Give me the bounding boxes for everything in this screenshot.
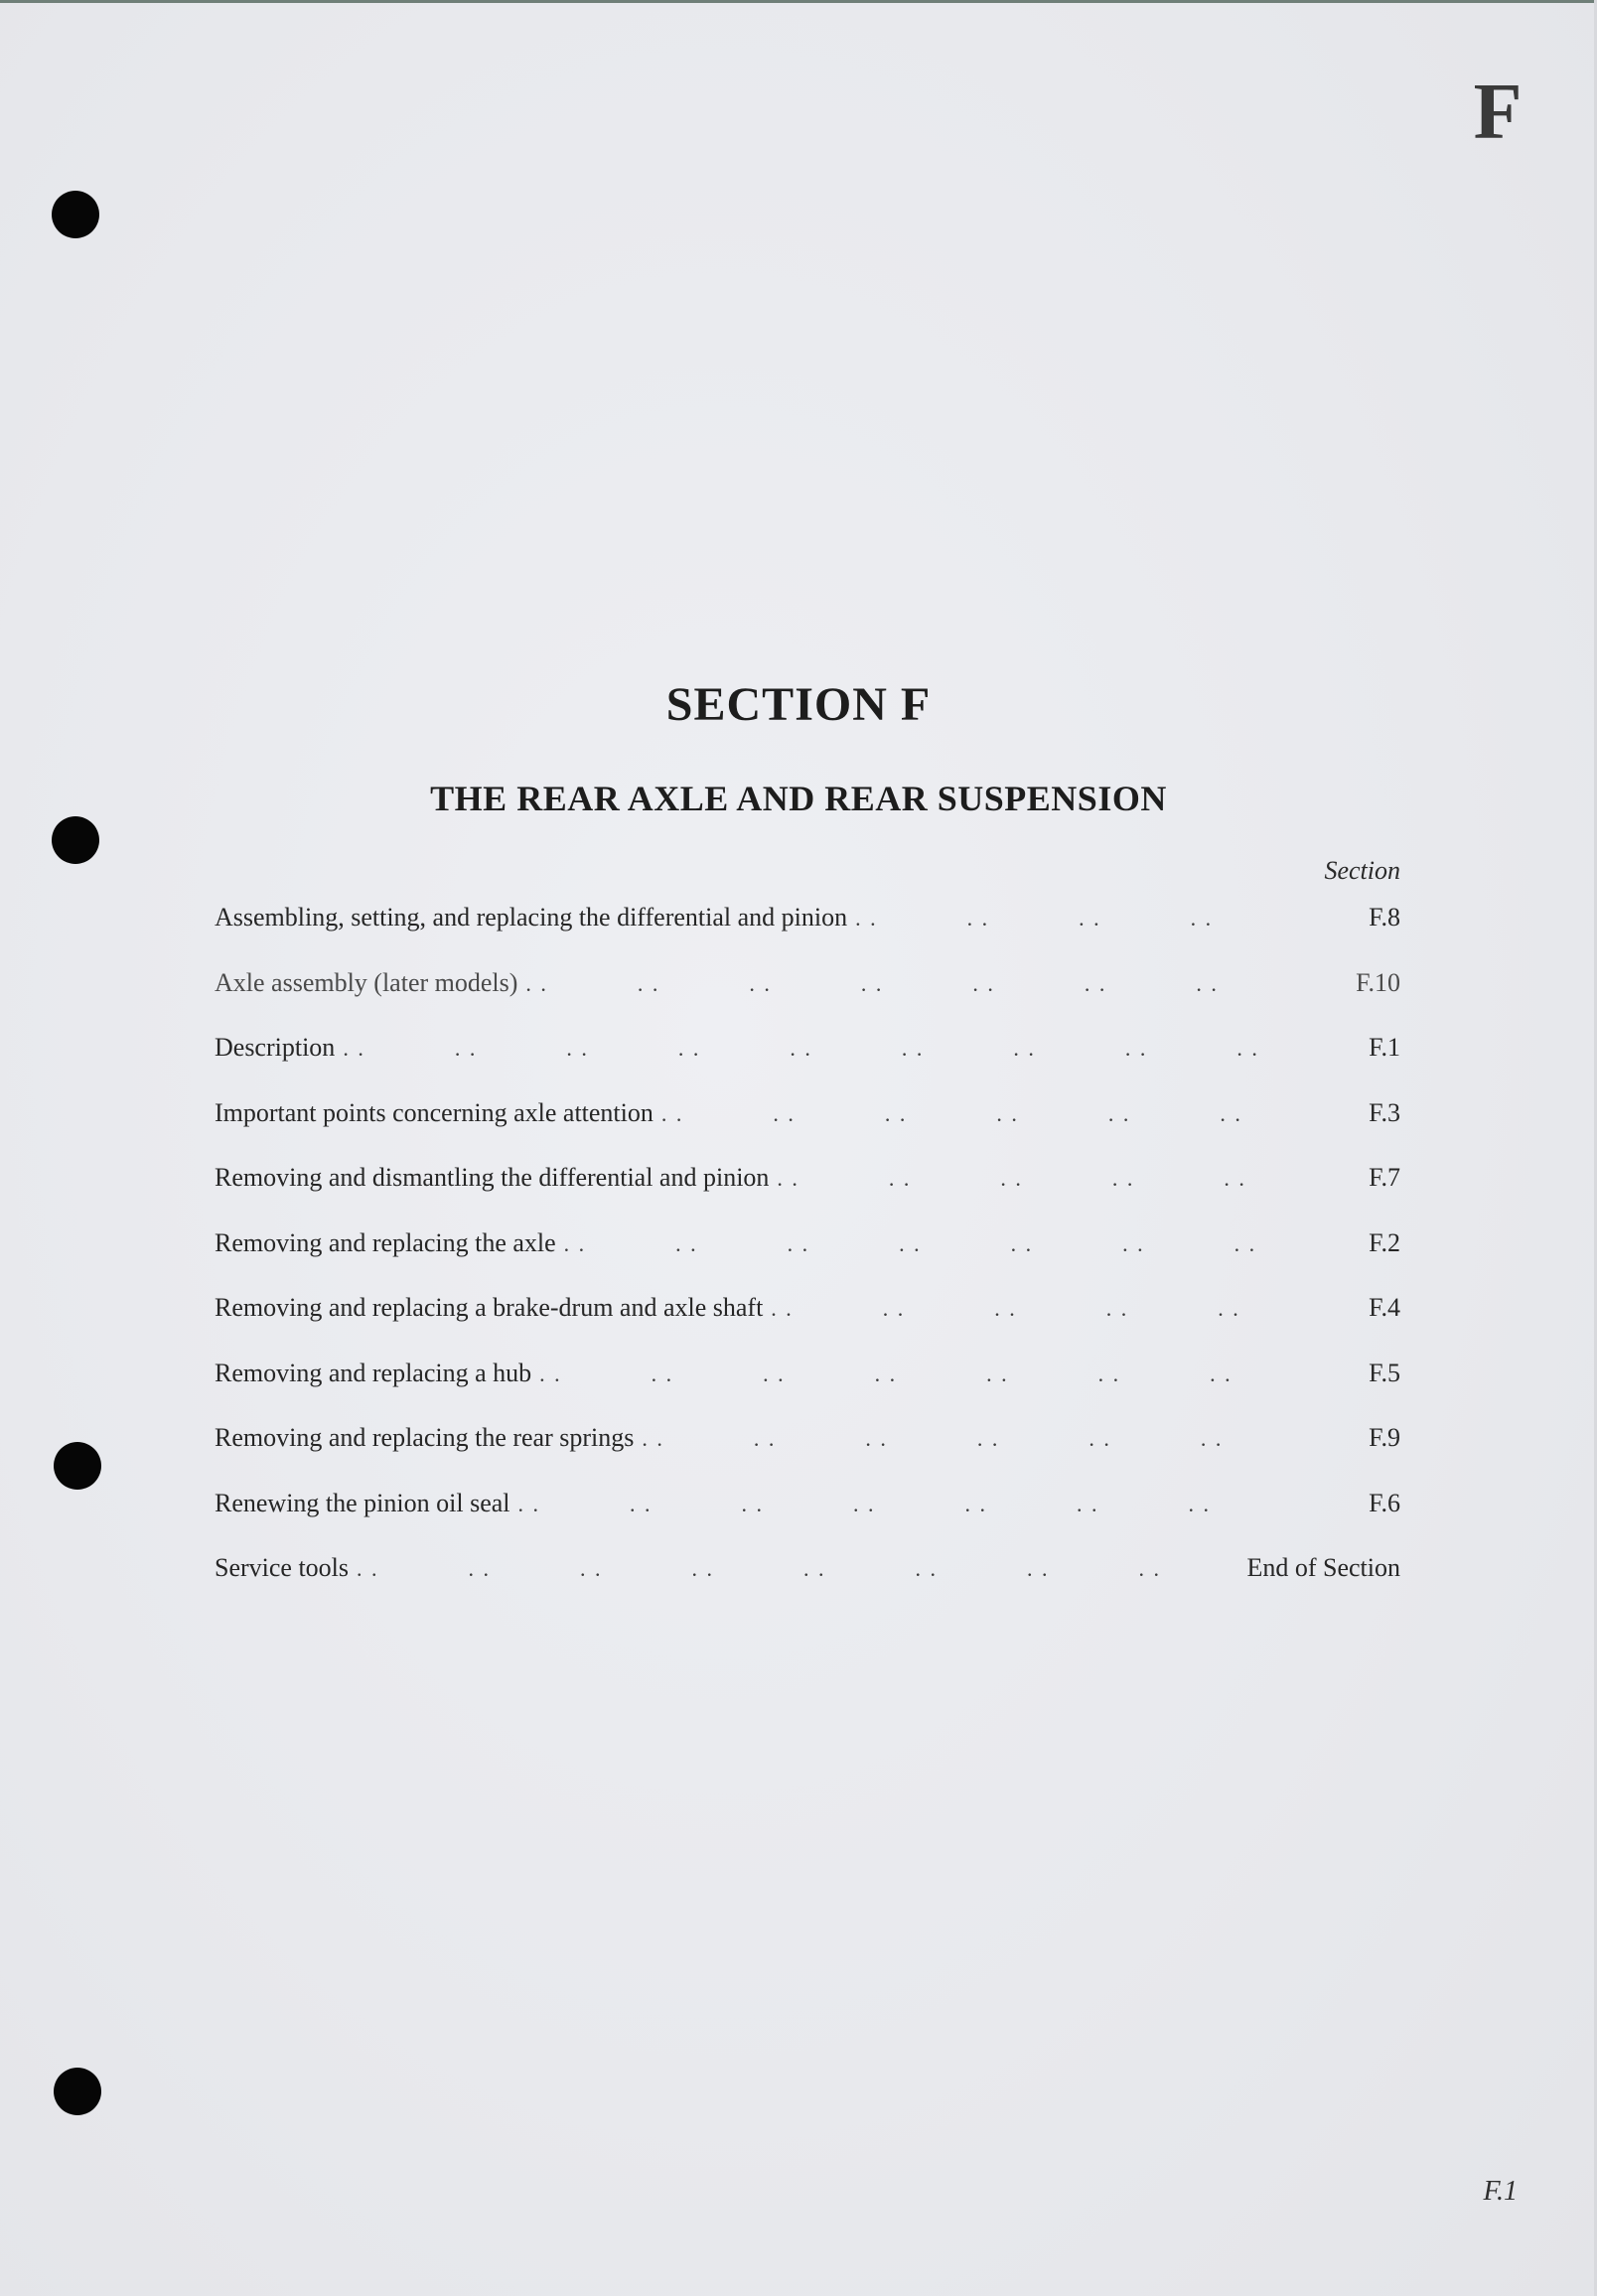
toc-entry-ref: F.7 (1369, 1163, 1400, 1192)
toc-entry-title: Removing and dismantling the differential and pinion (215, 1163, 770, 1192)
page-number: F.1 (1483, 2176, 1518, 2207)
toc-entry-title: Renewing the pinion oil seal (215, 1488, 510, 1517)
dot-leader (661, 1094, 1301, 1134)
dot-leader (357, 1549, 1236, 1589)
toc-entry-title: Axle assembly (later models) (215, 967, 518, 997)
toc-row (215, 1354, 1400, 1419)
toc-row (215, 1484, 1400, 1549)
toc-column-heading: Section (1324, 856, 1400, 885)
toc-entry-ref: F.3 (1369, 1097, 1400, 1127)
toc-entry-title: Assembling, setting, and replacing the differential and pinion (215, 903, 848, 932)
toc-entry-title: Removing and replacing a hub (215, 1358, 532, 1387)
toc-row (215, 1288, 1400, 1354)
toc-entry-ref: End of Section (1246, 1553, 1400, 1582)
dot-leader (855, 899, 1301, 938)
toc-entry-ref: F.2 (1369, 1227, 1400, 1257)
toc-entry-title: Removing and replacing the rear springs (215, 1423, 635, 1452)
dot-leader (525, 964, 1301, 1004)
dot-leader (777, 1159, 1301, 1199)
dot-leader (518, 1485, 1301, 1524)
punch-hole-4 (54, 2068, 101, 2115)
toc-row (215, 1093, 1400, 1159)
toc-entry-ref: F.10 (1356, 967, 1400, 997)
dot-leader (539, 1355, 1301, 1394)
toc-entry-ref: F.4 (1369, 1293, 1400, 1322)
punch-hole-1 (52, 191, 99, 238)
toc-entry-title: Important points concerning axle attention (215, 1097, 653, 1127)
section-tab-letter: F (1473, 69, 1523, 156)
page-top-edge (0, 0, 1597, 3)
toc-row (215, 1028, 1400, 1093)
toc-entry-ref: F.6 (1369, 1488, 1400, 1517)
toc-row (215, 1548, 1400, 1614)
toc-entry-ref: F.9 (1369, 1423, 1400, 1452)
toc-row (215, 1418, 1400, 1484)
section-title: SECTION F (665, 678, 932, 731)
punch-hole-3 (54, 1442, 101, 1490)
toc-entry-ref: F.1 (1369, 1033, 1400, 1062)
toc-entry-title: Removing and replacing the axle (215, 1227, 556, 1257)
dot-leader (642, 1419, 1301, 1459)
dot-leader (564, 1224, 1301, 1264)
dot-leader (771, 1289, 1301, 1329)
punch-hole-2 (52, 816, 99, 864)
toc-row (215, 963, 1400, 1029)
toc-entry-title: Description (215, 1033, 336, 1062)
toc-row (215, 1158, 1400, 1223)
toc-entry-title: Service tools (215, 1553, 350, 1582)
section-subtitle: THE REAR AXLE AND REAR SUSPENSION (430, 779, 1167, 818)
toc-entry-ref: F.5 (1369, 1358, 1400, 1387)
dot-leader (343, 1029, 1301, 1069)
toc-entry-title: Removing and replacing a brake-drum and axle shaft (215, 1293, 764, 1322)
toc-entry-ref: F.8 (1369, 903, 1400, 932)
toc-row (215, 1223, 1400, 1289)
table-of-contents (215, 898, 1400, 1614)
toc-row (215, 898, 1400, 963)
